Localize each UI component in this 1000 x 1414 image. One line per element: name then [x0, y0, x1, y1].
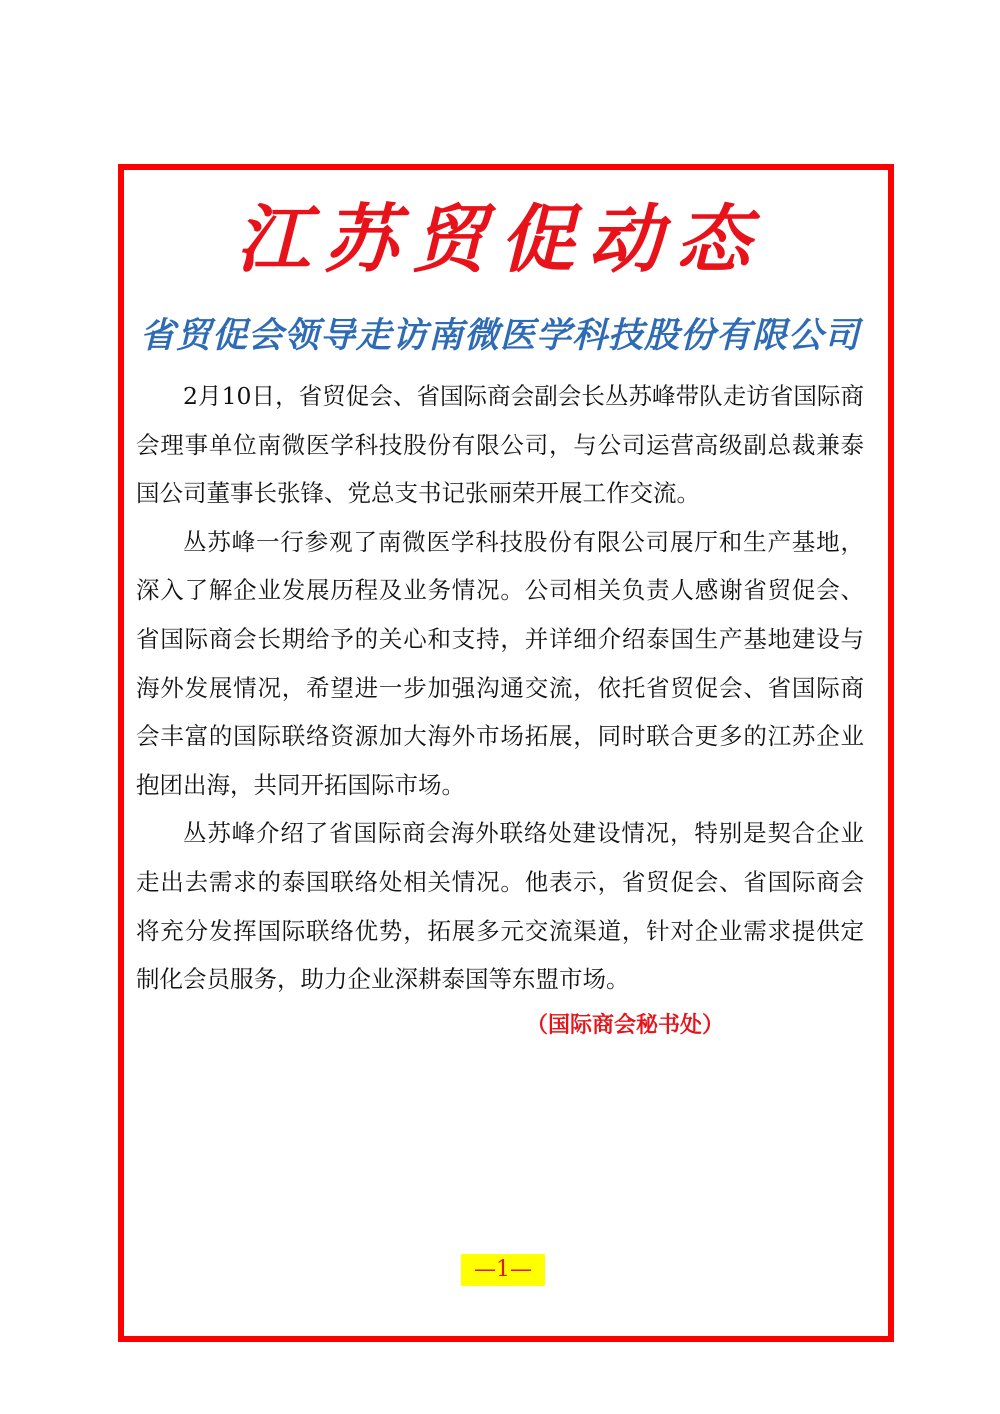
paragraph-1: 2月10日，省贸促会、省国际商会副会长丛苏峰带队走访省国际商会理事单位南微医学科技股份有限公司，与公司运营高级副总裁兼泰国公司董事长张锋、党总支书记张丽荣开展工作交流。 [136, 382, 864, 508]
page-number: —1— [461, 1254, 545, 1286]
paragraph-3: 丛苏峰介绍了省国际商会海外联络处建设情况，特别是契合企业走出去需求的泰国联络处相关情况。他表示，省贸促会、省国际商会将充分发挥国际联络优势，拓展多元交流渠道，针对企业需求提供定制化会员服务，助力企业深耕泰国等东盟市场。 [136, 819, 864, 994]
masthead-title: 江苏贸促动态 [236, 197, 764, 283]
article-body [136, 372, 864, 1004]
article-headline: 省贸促会领导走访南微医学科技股份有限公司 [139, 316, 860, 356]
article-source: （国际商会秘书处） [526, 1013, 725, 1038]
paragraph-2: 丛苏峰一行参观了南微医学科技股份有限公司展厅和生产基地，深入了解企业发展历程及业务情况。公司相关负责人感谢省贸促会、省国际商会长期给予的关心和支持，并详细介绍泰国生产基地建设与海外发展情况，希望进一步加强沟通交流，依托省贸促会、省国际商会丰富的国际联络资源加大海外市场拓展，同时联合更多的江苏企业抱团出海，共同开拓国际市场。 [136, 527, 864, 799]
